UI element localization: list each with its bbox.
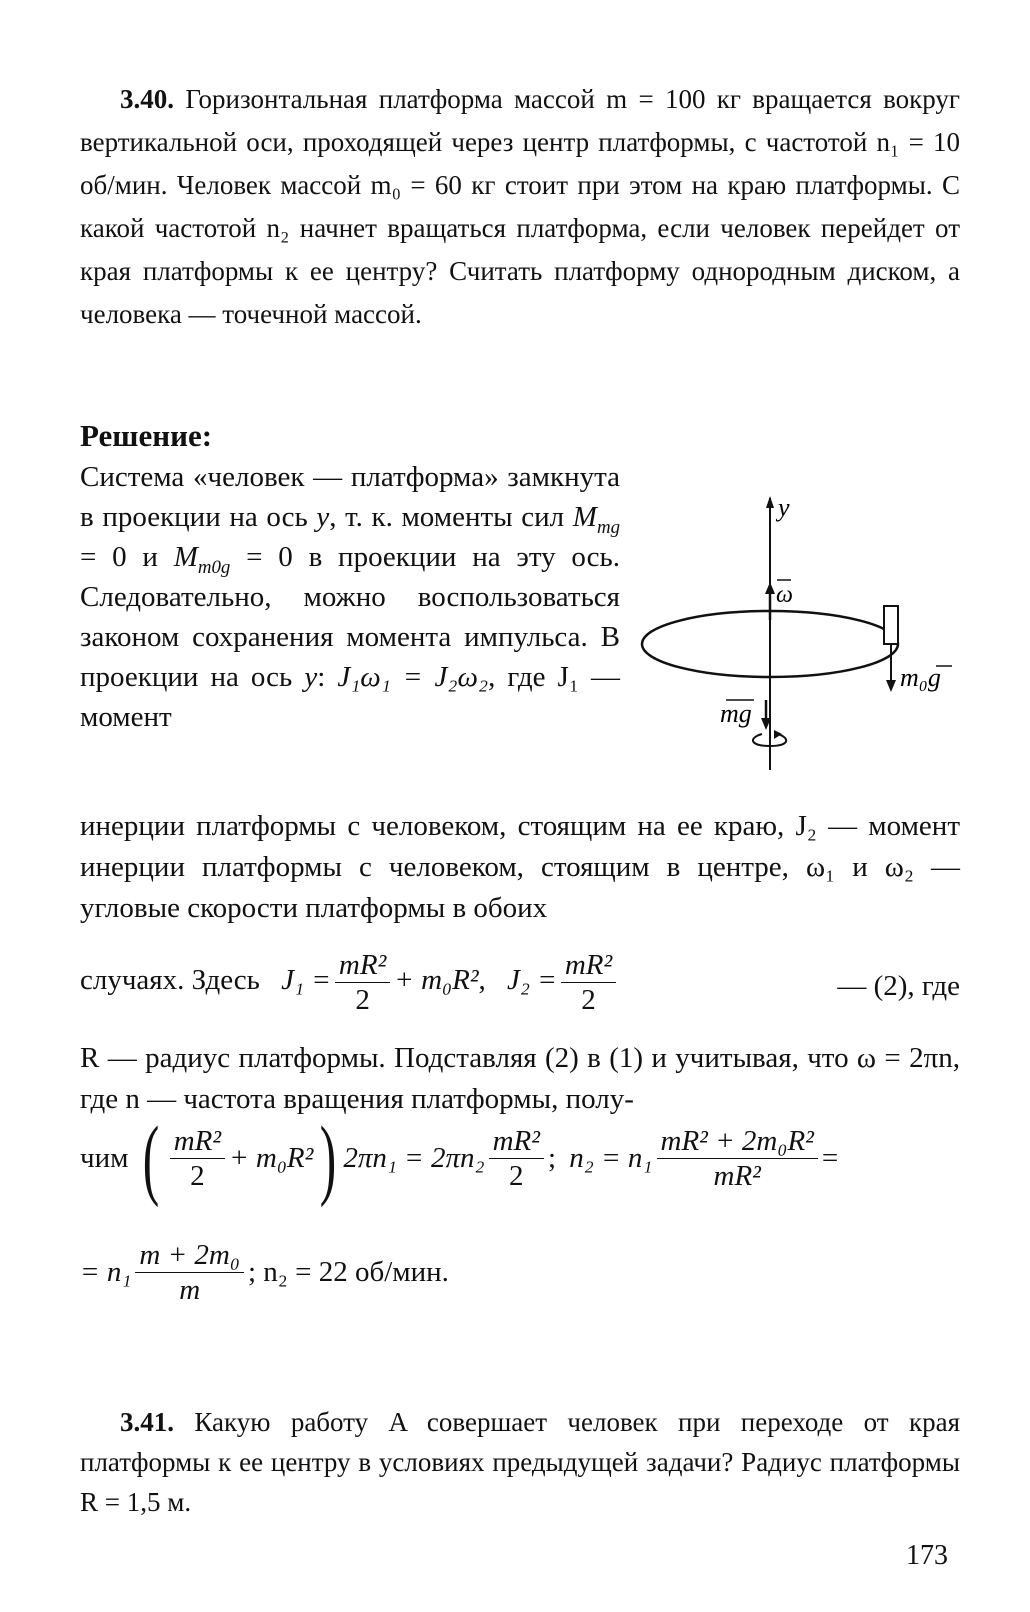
- subscript-mg: mg: [596, 516, 620, 538]
- man-block: [884, 606, 898, 644]
- intro-text-b: , т. к. моменты сил: [329, 501, 573, 533]
- result-line: [80, 1238, 960, 1307]
- moment-symbol-2: M: [173, 541, 198, 573]
- y-axis-arrow: [766, 496, 774, 508]
- n2-eq-n1: n₂ = n₁: [569, 1142, 653, 1174]
- mg-label: mg: [720, 699, 752, 728]
- where-j1: , где J₁ — момент: [80, 661, 620, 733]
- j2-denominator: 2: [581, 984, 596, 1016]
- eq-n1: = n₁: [80, 1256, 132, 1288]
- solution-para-2: инерции платформы с человеком, стоящим на ее краю, J₂ — момент инерции платформы с человеком, стоящим в центре, ω₁ и ω₂ — угловые скорости платформы в обоих: [80, 810, 960, 924]
- j1-numerator: mR²: [335, 948, 390, 983]
- j2-fraction: [561, 948, 616, 1017]
- n2-numerator: mR² + 2m₀R²: [657, 1124, 818, 1159]
- solution-heading: Решение:: [80, 418, 213, 453]
- j1-eq: J₁ =: [281, 964, 331, 997]
- platform-diagram: [630, 490, 970, 780]
- problem-3-40: [80, 78, 960, 336]
- solution-intro: [80, 457, 620, 737]
- j1-plus-term: + m₀R²: [394, 964, 479, 997]
- comma: ,: [478, 964, 486, 997]
- paren-denominator: 2: [190, 1160, 205, 1192]
- result-fraction: [135, 1238, 244, 1307]
- final-result: ; n₂ = 22 об/мин.: [247, 1256, 449, 1288]
- j1-fraction: [335, 948, 390, 1017]
- n2-denominator: mR²: [713, 1160, 761, 1192]
- problem-text-341: Какую работу A совершает человек при переходе от края платформы к ее центру в условиях предыдущей задачи? Радиус платформы R = 1,5 м.: [80, 1407, 961, 1517]
- paren-fraction: [170, 1124, 225, 1193]
- result-denominator: m: [179, 1274, 201, 1306]
- moments-line: [80, 948, 960, 1017]
- rhs-denominator: 2: [509, 1160, 524, 1192]
- page-number: 173: [906, 1540, 948, 1571]
- right-paren: ): [320, 1108, 337, 1208]
- j2-eq: J₂ =: [507, 964, 557, 997]
- m0g-label: m₀g: [900, 663, 941, 692]
- omega-arrowhead: [765, 582, 775, 594]
- j2-numerator: mR²: [561, 948, 616, 983]
- paren-numerator: mR²: [170, 1124, 225, 1159]
- left-paren: (: [142, 1108, 159, 1208]
- var-y: y: [316, 501, 330, 533]
- colon: :: [317, 661, 326, 693]
- problem-text: Горизонтальная платформа массой m = 100 кг вращается вокруг вертикальной оси, проходящей через центр платформы, с частотой n₁ = 10 об/мин. Человек массой m₀ = 60 кг стоит при этом на краю платформы. С какой частотой n₂ начнет вращаться платформа, если человек перейдет от края платформы к ее центру? Считать платформу однородным диском, а человека — точечной массой.: [80, 84, 960, 329]
- result-numerator: m + 2m₀: [135, 1238, 244, 1273]
- intro-text-c: = 0 и: [80, 541, 174, 573]
- intro-text-d: = 0 в проекции на эту ось. Следовательно, можно воспользоваться законом сохранения момента импульса. В проекции на ось: [80, 541, 621, 693]
- solution-para-3: R — радиус платформы. Подставляя (2) в (1) и учитывая, что ω = 2πn, где n — частота вращения платформы, полу-: [80, 1042, 960, 1115]
- n2-fraction: [657, 1124, 818, 1193]
- y-axis-label: y: [778, 493, 790, 522]
- equals-sign: =: [821, 1142, 839, 1174]
- cases-label: случаях. Здесь: [80, 964, 260, 997]
- paren-plus-term: + m₀R²: [229, 1142, 314, 1174]
- conservation-law: J₁ω₁ = J₂ω₂: [337, 661, 489, 693]
- problem-number: 3.40.: [120, 84, 174, 114]
- moment-symbol: M: [572, 501, 597, 533]
- subscript-m0g: m0g: [197, 556, 231, 578]
- mid-equation: 2πn₁ = 2πn₂: [343, 1142, 485, 1174]
- m0g-arrowhead: [886, 680, 896, 692]
- intro-text-a: Система «человек — платформа» замкнута в проекции на ось: [80, 461, 620, 533]
- derivation-line: [80, 1108, 960, 1214]
- omega-label: ω: [776, 582, 793, 608]
- problem-number-341: 3.41.: [120, 1407, 174, 1437]
- rhs-numerator: mR²: [489, 1124, 544, 1159]
- semicolon: ;: [547, 1142, 557, 1174]
- rhs-fraction: [489, 1124, 544, 1193]
- j1-denominator: 2: [355, 984, 370, 1016]
- var-y-2: y: [304, 661, 318, 693]
- chim-label: чим: [80, 1142, 129, 1174]
- ref-2-where: — (2), где: [837, 970, 960, 1002]
- problem-3-41: [80, 1402, 960, 1522]
